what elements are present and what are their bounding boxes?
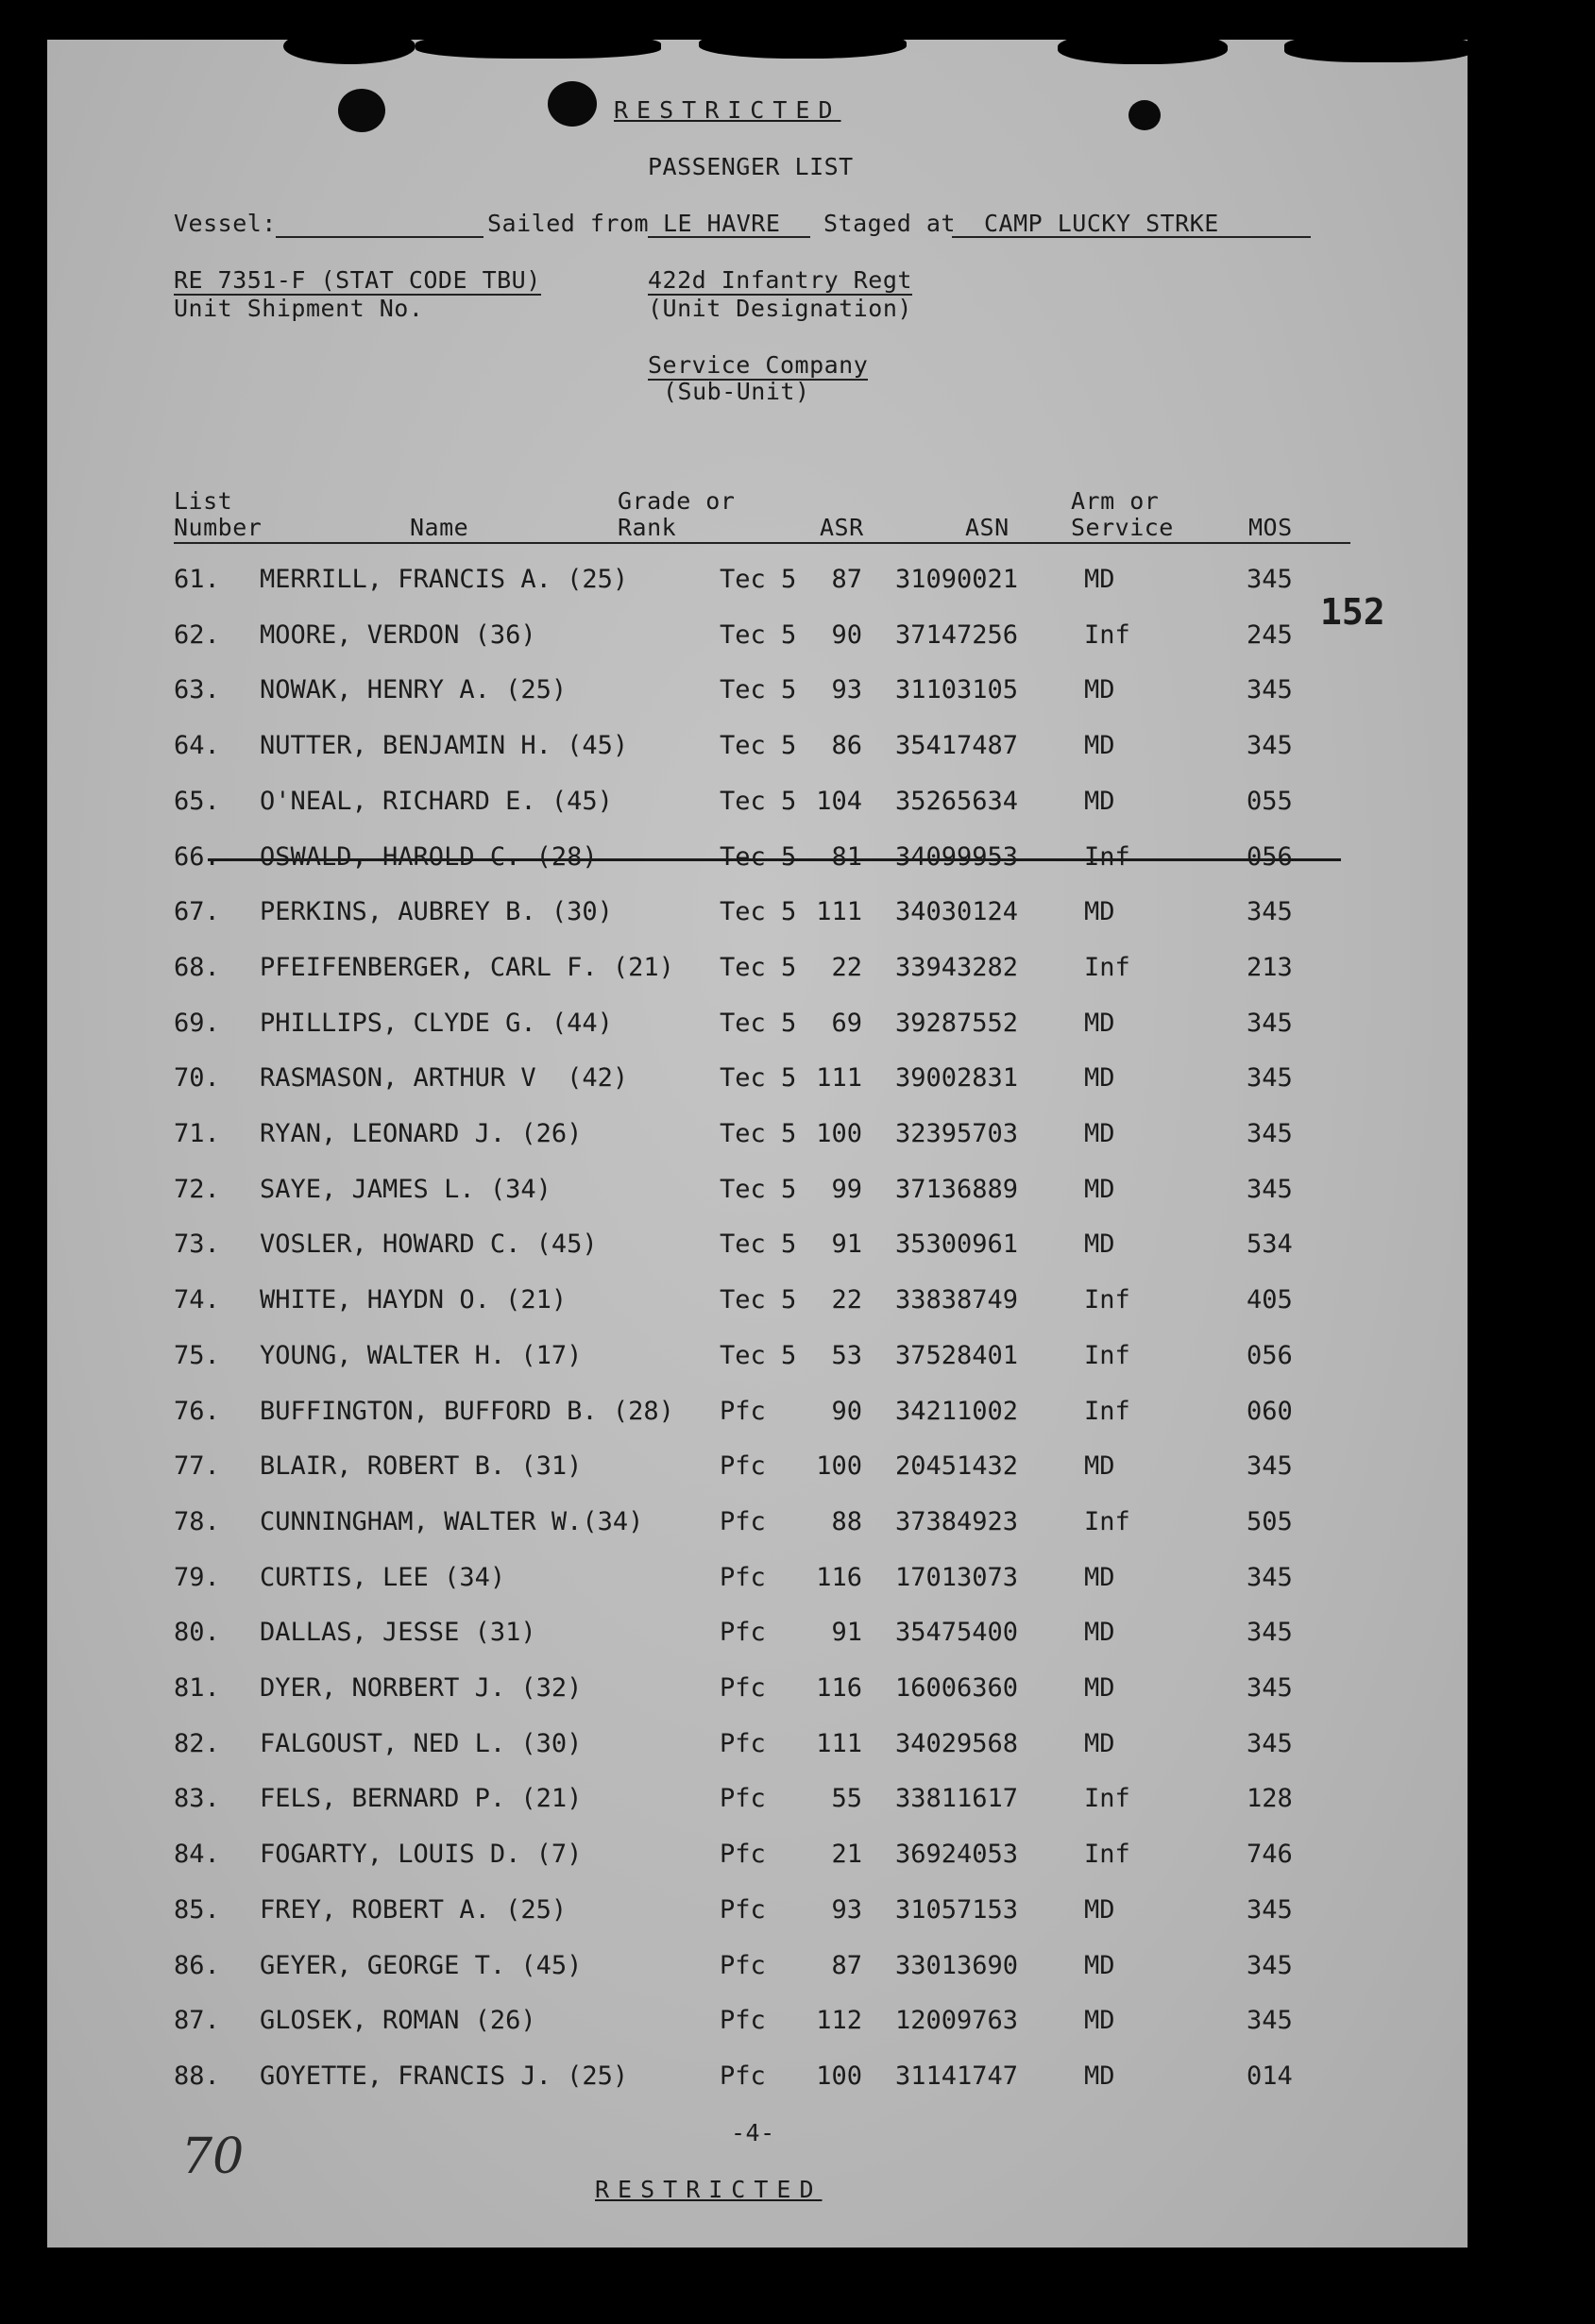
asr-cell: 22: [831, 953, 862, 982]
asr-cell: 22: [831, 1285, 862, 1315]
list-number-cell: 71.: [174, 1119, 220, 1148]
torn-edge: [416, 34, 661, 59]
vessel-label: Vessel:: [174, 210, 277, 237]
mos-cell: 345: [1247, 1729, 1293, 1758]
arm-cell: MD: [1084, 675, 1115, 704]
name-cell: VOSLER, HOWARD C. (45): [260, 1230, 598, 1259]
mos-cell: 056: [1247, 842, 1293, 872]
strikethrough-line: [208, 858, 1341, 861]
asn-cell: 16006360: [895, 1673, 1019, 1703]
asr-cell: 81: [831, 842, 862, 872]
punch-hole: [1128, 100, 1161, 130]
sailed-underline: [648, 236, 810, 238]
asr-cell: 93: [831, 675, 862, 704]
list-number-cell: 75.: [174, 1341, 220, 1370]
name-cell: CURTIS, LEE (34): [260, 1563, 506, 1592]
table-row: [0, 1397, 1595, 1434]
name-cell: SAYE, JAMES L. (34): [260, 1175, 551, 1204]
arm-cell: MD: [1084, 1673, 1115, 1703]
asr-cell: 55: [831, 1784, 862, 1813]
asr-cell: 21: [831, 1840, 862, 1869]
mos-cell: 345: [1247, 731, 1293, 760]
mos-cell: 405: [1247, 1285, 1293, 1315]
grade-cell: Tec 5: [720, 1063, 797, 1093]
name-cell: FREY, ROBERT A. (25): [260, 1895, 568, 1925]
mos-cell: 345: [1247, 675, 1293, 704]
name-cell: PFEIFENBERGER, CARL F. (21): [260, 953, 674, 982]
name-cell: MERRILL, FRANCIS A. (25): [260, 565, 629, 594]
arm-cell: MD: [1084, 1895, 1115, 1925]
grade-cell: Pfc: [720, 2006, 766, 2035]
grade-cell: Tec 5: [720, 620, 797, 650]
grade-cell: Pfc: [720, 1840, 766, 1869]
mos-cell: 345: [1247, 1451, 1293, 1481]
grade-cell: Tec 5: [720, 1285, 797, 1315]
grade-cell: Tec 5: [720, 1175, 797, 1204]
table-row: [0, 2006, 1595, 2044]
mos-cell: 505: [1247, 1507, 1293, 1536]
table-row: [0, 1507, 1595, 1545]
asr-cell: 90: [831, 1397, 862, 1426]
table-row: [0, 1951, 1595, 1989]
list-number-cell: 67.: [174, 897, 220, 926]
grade-cell: Tec 5: [720, 1009, 797, 1038]
arm-cell: Inf: [1084, 842, 1130, 872]
grade-cell: Pfc: [720, 1397, 766, 1426]
col-asr: ASR: [820, 514, 864, 541]
name-cell: GEYER, GEORGE T. (45): [260, 1951, 583, 1980]
mos-cell: 345: [1247, 565, 1293, 594]
asn-cell: 31090021: [895, 565, 1019, 594]
col-grade: Rank: [618, 514, 677, 541]
name-cell: DALLAS, JESSE (31): [260, 1618, 536, 1647]
asr-cell: 100: [816, 2061, 862, 2091]
arm-cell: MD: [1084, 787, 1115, 816]
asn-cell: 31141747: [895, 2061, 1019, 2091]
grade-cell: Tec 5: [720, 731, 797, 760]
list-number-cell: 84.: [174, 1840, 220, 1869]
sub-unit-label: (Sub-Unit): [663, 378, 810, 405]
list-number-cell: 79.: [174, 1563, 220, 1592]
unit-designation-label: (Unit Designation): [648, 295, 912, 322]
asn-cell: 32395703: [895, 1119, 1019, 1148]
name-cell: GOYETTE, FRANCIS J. (25): [260, 2061, 629, 2091]
col-arm: Service: [1071, 514, 1174, 541]
col-name: Name: [410, 514, 469, 541]
arm-cell: MD: [1084, 1451, 1115, 1481]
staged-label: Staged at: [823, 210, 956, 237]
mos-cell: 345: [1247, 1895, 1293, 1925]
asn-cell: 37384923: [895, 1507, 1019, 1536]
asr-cell: 91: [831, 1230, 862, 1259]
asr-cell: 104: [816, 787, 862, 816]
asn-cell: 35475400: [895, 1618, 1019, 1647]
sub-unit: Service Company: [648, 351, 869, 379]
name-cell: NOWAK, HENRY A. (25): [260, 675, 568, 704]
grade-cell: Pfc: [720, 1951, 766, 1980]
col-asn: ASN: [965, 514, 1010, 541]
list-number-cell: 76.: [174, 1397, 220, 1426]
staged-value: CAMP LUCKY STRKE: [984, 210, 1219, 237]
table-row: [0, 1285, 1595, 1323]
asn-cell: 39002831: [895, 1063, 1019, 1093]
table-row: [0, 1895, 1595, 1933]
table-row: [0, 1563, 1595, 1601]
asr-cell: 53: [831, 1341, 862, 1370]
vessel-value: [276, 210, 484, 236]
arm-cell: Inf: [1084, 620, 1130, 650]
table-row: [0, 897, 1595, 935]
grade-cell: Tec 5: [720, 842, 797, 872]
restricted-footer: RESTRICTED: [595, 2176, 823, 2203]
mos-cell: 746: [1247, 1840, 1293, 1869]
arm-cell: MD: [1084, 1063, 1115, 1093]
arm-cell: MD: [1084, 897, 1115, 926]
asr-cell: 100: [816, 1451, 862, 1481]
header-rule: [174, 542, 1350, 544]
arm-cell: MD: [1084, 1119, 1115, 1148]
grade-cell: Tec 5: [720, 1341, 797, 1370]
list-number-cell: 64.: [174, 731, 220, 760]
asn-cell: 33013690: [895, 1951, 1019, 1980]
list-number-cell: 78.: [174, 1507, 220, 1536]
grade-cell: Tec 5: [720, 1119, 797, 1148]
list-number-cell: 83.: [174, 1784, 220, 1813]
list-number-cell: 62.: [174, 620, 220, 650]
arm-cell: MD: [1084, 1175, 1115, 1204]
table-row: [0, 1451, 1595, 1489]
asn-cell: 35265634: [895, 787, 1019, 816]
name-cell: PERKINS, AUBREY B. (30): [260, 897, 613, 926]
asn-cell: 33838749: [895, 1285, 1019, 1315]
punch-hole: [548, 81, 597, 127]
list-number-cell: 80.: [174, 1618, 220, 1647]
col-arm: Arm or: [1071, 487, 1160, 515]
mos-cell: 345: [1247, 1009, 1293, 1038]
asn-cell: 36924053: [895, 1840, 1019, 1869]
margin-number: 152: [1320, 591, 1385, 633]
asn-cell: 33811617: [895, 1784, 1019, 1813]
asn-cell: 39287552: [895, 1009, 1019, 1038]
arm-cell: Inf: [1084, 1397, 1130, 1426]
name-cell: FELS, BERNARD P. (21): [260, 1784, 583, 1813]
grade-cell: Tec 5: [720, 953, 797, 982]
mos-cell: 213: [1247, 953, 1293, 982]
name-cell: WHITE, HAYDN O. (21): [260, 1285, 568, 1315]
table-row: [0, 1784, 1595, 1822]
asr-cell: 86: [831, 731, 862, 760]
table-row: [0, 1618, 1595, 1655]
name-cell: FALGOUST, NED L. (30): [260, 1729, 583, 1758]
restricted-header: RESTRICTED: [614, 96, 841, 124]
mos-cell: 345: [1247, 1119, 1293, 1148]
name-cell: CUNNINGHAM, WALTER W.(34): [260, 1507, 644, 1536]
mos-cell: 345: [1247, 1618, 1293, 1647]
name-cell: NUTTER, BENJAMIN H. (45): [260, 731, 629, 760]
asr-cell: 111: [816, 1063, 862, 1093]
sailed-label: Sailed from: [487, 210, 650, 237]
asn-cell: 34099953: [895, 842, 1019, 872]
asn-cell: 31057153: [895, 1895, 1019, 1925]
name-cell: OSWALD, HAROLD C. (28): [260, 842, 598, 872]
asn-cell: 12009763: [895, 2006, 1019, 2035]
arm-cell: Inf: [1084, 1840, 1130, 1869]
list-number-cell: 87.: [174, 2006, 220, 2035]
asr-cell: 87: [831, 1951, 862, 1980]
list-number-cell: 72.: [174, 1175, 220, 1204]
list-number-cell: 65.: [174, 787, 220, 816]
col-list-number: List: [174, 487, 233, 515]
table-row: [0, 675, 1595, 713]
asr-cell: 87: [831, 565, 862, 594]
grade-cell: Tec 5: [720, 565, 797, 594]
asn-cell: 20451432: [895, 1451, 1019, 1481]
asn-cell: 34029568: [895, 1729, 1019, 1758]
list-number-cell: 73.: [174, 1230, 220, 1259]
name-cell: BUFFINGTON, BUFFORD B. (28): [260, 1397, 674, 1426]
grade-cell: Pfc: [720, 1563, 766, 1592]
sailed-value: LE HAVRE: [663, 210, 781, 237]
asn-cell: 35417487: [895, 731, 1019, 760]
asr-cell: 116: [816, 1563, 862, 1592]
table-row: [0, 842, 1595, 880]
col-grade: Grade or: [618, 487, 736, 515]
page-number: -4-: [731, 2119, 775, 2146]
asn-cell: 35300961: [895, 1230, 1019, 1259]
mos-cell: 345: [1247, 1175, 1293, 1204]
list-number-cell: 66.: [174, 842, 220, 872]
asn-cell: 17013073: [895, 1563, 1019, 1592]
arm-cell: MD: [1084, 731, 1115, 760]
grade-cell: Tec 5: [720, 787, 797, 816]
list-number-cell: 63.: [174, 675, 220, 704]
arm-cell: Inf: [1084, 1784, 1130, 1813]
arm-cell: Inf: [1084, 953, 1130, 982]
torn-edge: [699, 30, 907, 59]
asr-cell: 93: [831, 1895, 862, 1925]
arm-cell: Inf: [1084, 1285, 1130, 1315]
shipment-label: Unit Shipment No.: [174, 295, 424, 322]
grade-cell: Pfc: [720, 2061, 766, 2091]
list-number-cell: 69.: [174, 1009, 220, 1038]
table-row: [0, 1119, 1595, 1157]
mos-cell: 345: [1247, 1563, 1293, 1592]
grade-cell: Tec 5: [720, 675, 797, 704]
col-list-number: Number: [174, 514, 263, 541]
list-number-cell: 85.: [174, 1895, 220, 1925]
arm-cell: MD: [1084, 1009, 1115, 1038]
table-row: [0, 953, 1595, 991]
table-row: [0, 565, 1595, 602]
grade-cell: Pfc: [720, 1673, 766, 1703]
asr-cell: 88: [831, 1507, 862, 1536]
vessel-underline: [276, 236, 484, 238]
asr-cell: 99: [831, 1175, 862, 1204]
asn-cell: 34211002: [895, 1397, 1019, 1426]
table-row: [0, 1230, 1595, 1267]
table-row: [0, 1175, 1595, 1213]
asr-cell: 90: [831, 620, 862, 650]
arm-cell: MD: [1084, 1563, 1115, 1592]
arm-cell: MD: [1084, 2006, 1115, 2035]
arm-cell: MD: [1084, 1230, 1115, 1259]
asr-cell: 69: [831, 1009, 862, 1038]
table-row: [0, 1063, 1595, 1101]
asn-cell: 37528401: [895, 1341, 1019, 1370]
arm-cell: MD: [1084, 565, 1115, 594]
list-number-cell: 74.: [174, 1285, 220, 1315]
list-number-cell: 68.: [174, 953, 220, 982]
asr-cell: 112: [816, 2006, 862, 2035]
mos-cell: 245: [1247, 620, 1293, 650]
mos-cell: 345: [1247, 1951, 1293, 1980]
asn-cell: 34030124: [895, 897, 1019, 926]
name-cell: YOUNG, WALTER H. (17): [260, 1341, 583, 1370]
table-row: [0, 1673, 1595, 1711]
asr-cell: 91: [831, 1618, 862, 1647]
mos-cell: 345: [1247, 1063, 1293, 1093]
arm-cell: MD: [1084, 1618, 1115, 1647]
list-number-cell: 61.: [174, 565, 220, 594]
list-number-cell: 77.: [174, 1451, 220, 1481]
arm-cell: MD: [1084, 1729, 1115, 1758]
grade-cell: Pfc: [720, 1784, 766, 1813]
table-row: [0, 1341, 1595, 1379]
punch-hole: [338, 89, 385, 132]
name-cell: DYER, NORBERT J. (32): [260, 1673, 583, 1703]
table-row: [0, 731, 1595, 769]
list-number-cell: 81.: [174, 1673, 220, 1703]
unit-designation: 422d Infantry Regt: [648, 266, 912, 294]
arm-cell: MD: [1084, 2061, 1115, 2091]
table-row: [0, 1840, 1595, 1877]
mos-cell: 345: [1247, 1673, 1293, 1703]
torn-edge: [1058, 32, 1228, 64]
mos-cell: 056: [1247, 1341, 1293, 1370]
name-cell: O'NEAL, RICHARD E. (45): [260, 787, 613, 816]
asr-cell: 111: [816, 897, 862, 926]
list-number-cell: 86.: [174, 1951, 220, 1980]
asn-cell: 31103105: [895, 675, 1019, 704]
mos-cell: 055: [1247, 787, 1293, 816]
table-row: [0, 1729, 1595, 1767]
staged-underline: [952, 236, 1311, 238]
handwritten-count: 70: [181, 2129, 245, 2185]
grade-cell: Pfc: [720, 1451, 766, 1481]
mos-cell: 014: [1247, 2061, 1293, 2091]
asn-cell: 37136889: [895, 1175, 1019, 1204]
mos-cell: 345: [1247, 897, 1293, 926]
mos-cell: 534: [1247, 1230, 1293, 1259]
asn-cell: 37147256: [895, 620, 1019, 650]
list-number-cell: 70.: [174, 1063, 220, 1093]
col-mos: MOS: [1248, 514, 1293, 541]
table-row: [0, 620, 1595, 658]
shipment-number: RE 7351-F (STAT CODE TBU): [174, 266, 541, 294]
asr-cell: 116: [816, 1673, 862, 1703]
arm-cell: Inf: [1084, 1507, 1130, 1536]
table-row: [0, 2061, 1595, 2099]
document-title: PASSENGER LIST: [648, 153, 854, 180]
grade-cell: Tec 5: [720, 1230, 797, 1259]
name-cell: FOGARTY, LOUIS D. (7): [260, 1840, 583, 1869]
name-cell: PHILLIPS, CLYDE G. (44): [260, 1009, 613, 1038]
grade-cell: Pfc: [720, 1618, 766, 1647]
mos-cell: 345: [1247, 2006, 1293, 2035]
grade-cell: Pfc: [720, 1895, 766, 1925]
table-row: [0, 1009, 1595, 1046]
name-cell: MOORE, VERDON (36): [260, 620, 536, 650]
asr-cell: 111: [816, 1729, 862, 1758]
grade-cell: Pfc: [720, 1729, 766, 1758]
name-cell: RASMASON, ARTHUR V (42): [260, 1063, 629, 1093]
name-cell: GLOSEK, ROMAN (26): [260, 2006, 536, 2035]
mos-cell: 128: [1247, 1784, 1293, 1813]
mos-cell: 060: [1247, 1397, 1293, 1426]
arm-cell: Inf: [1084, 1341, 1130, 1370]
torn-edge: [1284, 34, 1473, 62]
asr-cell: 100: [816, 1119, 862, 1148]
list-number-cell: 88.: [174, 2061, 220, 2091]
list-number-cell: 82.: [174, 1729, 220, 1758]
table-row: [0, 787, 1595, 824]
torn-edge: [283, 28, 416, 64]
grade-cell: Tec 5: [720, 897, 797, 926]
arm-cell: MD: [1084, 1951, 1115, 1980]
grade-cell: Pfc: [720, 1507, 766, 1536]
name-cell: BLAIR, ROBERT B. (31): [260, 1451, 583, 1481]
asn-cell: 33943282: [895, 953, 1019, 982]
name-cell: RYAN, LEONARD J. (26): [260, 1119, 583, 1148]
